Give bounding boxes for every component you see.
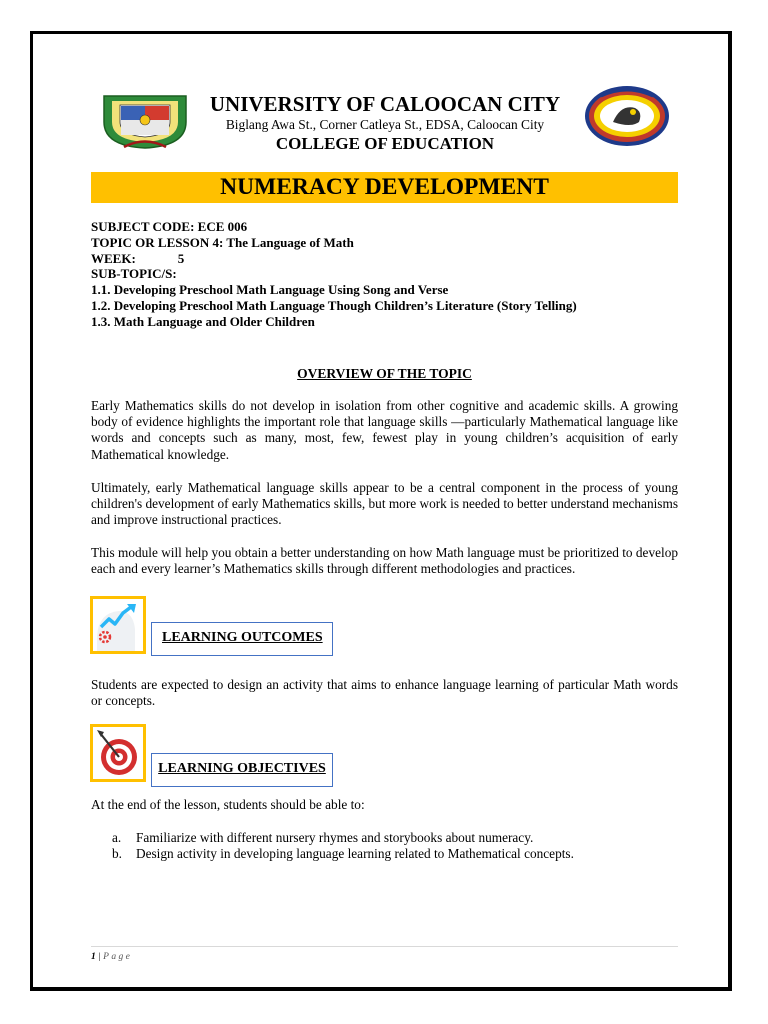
college-seal-icon [583,82,671,148]
lesson-meta [91,219,691,330]
list-item [112,830,682,846]
university-seal-icon [100,92,190,150]
subtopic-item: 1.1. Developing Preschool Math Language Using Song and Verse [91,282,449,298]
outcomes-text: Students are expected to design an activity that aims to enhance language learning of particular Math words or concepts. [91,677,678,709]
overview-paragraph: Early Mathematics skills do not develop in isolation from other cognitive and academic skills. A growing body of evidence highlights the important role that language skills —particularly Mathematical language like words and concepts such as many, most, few, fewest play in young children’s acquisition of early Mathematical knowledge. [91,398,678,462]
subtopics-label: SUB-TOPIC/S: [91,266,177,282]
list-item [112,846,682,862]
outcomes-icon-frame [90,596,146,654]
university-address: Biglang Awa St., Corner Catleya St., EDSA, Caloocan City [225,117,545,132]
page-number: 1 [91,952,96,962]
footer-divider [91,946,678,947]
university-name: UNIVERSITY OF CALOOCAN CITY [209,92,561,116]
overview-paragraph: Ultimately, early Mathematical language skills appear to be a central component in the process of young children's development of early Mathematics skills, but more work is needed to better understand mechanisms and improve instructional practices. [91,480,678,528]
page-word: Page [103,952,133,962]
overview-heading: OVERVIEW OF THE TOPIC [297,366,472,381]
objectives-list [112,830,682,863]
learning-outcomes-label: LEARNING OUTCOMES [162,630,323,645]
subject-code: SUBJECT CODE: ECE 006 [91,219,248,234]
subtopic-item: 1.2. Developing Preschool Math Language Though Children’s Literature (Story Telling) [91,297,577,313]
learning-objectives-label-box [151,753,333,787]
objectives-icon-frame [90,724,146,782]
college-name: COLLEGE OF EDUCATION [275,134,495,153]
week-row [91,251,691,267]
subtopic-item: 1.3. Math Language and Older Children [91,313,315,329]
week-value: 5 [177,250,185,266]
list-item-text: Familiarize with different nursery rhymes and storybooks about numeracy. [136,830,534,845]
topic-lesson: TOPIC OR LESSON 4: The Language of Math [91,234,354,250]
page-title: NUMERACY DEVELOPMENT [91,172,678,203]
objectives-intro: At the end of the lesson, students should be able to: [91,797,365,812]
learning-objectives-label: LEARNING OBJECTIVES [158,761,326,776]
footer-separator: | [95,952,104,962]
list-marker: b. [112,846,122,862]
target-icon [93,727,143,779]
learning-outcomes-label-box [151,622,333,656]
list-marker: a. [112,830,122,845]
page-footer [91,952,132,962]
list-item-text: Design activity in developing language learning related to Mathematical concepts. [136,846,574,862]
overview-paragraph: This module will help you obtain a better understanding on how Math language must be prioritized to develop each and every learner’s Mathematics skills through different methodologies and practices. [91,545,678,577]
growth-chart-icon [93,599,143,651]
week-label: WEEK: [91,250,136,266]
